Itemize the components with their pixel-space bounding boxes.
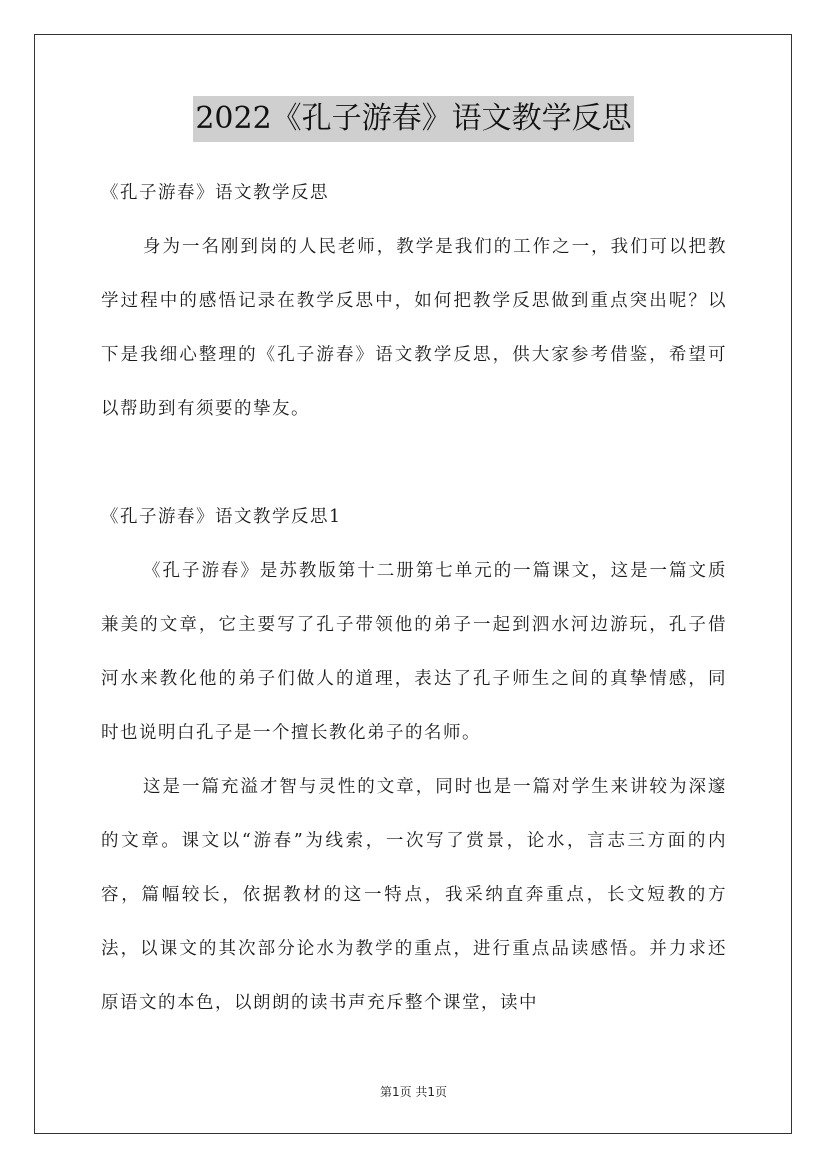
title-container <box>0 96 827 142</box>
section-paragraph-1: 《孔子游春》是苏教版第十二册第七单元的一篇课文，这是一篇文质兼美的文章，它主要写了孔子带领他的弟子一起到泗水河边游玩，孔子借河水来教化他的弟子们做人的道理，表达了孔子师生之间的真挚情感，同时也说明白孔子是一个擅长教化弟子的名师。 <box>101 561 727 743</box>
subtitle: 《孔子游春》语文教学反思 <box>101 183 329 203</box>
page-number-footer: 第1页 共1页 <box>379 1085 448 1099</box>
section-heading: 《孔子游春》语文教学反思1 <box>101 507 342 527</box>
section-paragraph-2: 这是一篇充溢才智与灵性的文章，同时也是一篇对学生来讲较为深邃的文章。课文以“游春”为线索，一次写了赏景，论水，言志三方面的内容，篇幅较长，依据教材的这一特点，我采纳直奔重点，长文短教的方法，以课文的其次部分论水为教学的重点，进行重点品读感悟。并力求还原语文的本色，以朗朗的读书声充斥整个课堂，读中 <box>101 777 727 1013</box>
intro-paragraph: 身为一名刚到岗的人民老师，教学是我们的工作之一，我们可以把教学过程中的感悟记录在教学反思中，如何把教学反思做到重点突出呢？以下是我细心整理的《孔子游春》语文教学反思，供大家参考借鉴，希望可以帮助到有须要的挚友。 <box>101 237 727 419</box>
document-body <box>101 166 727 1030</box>
document-title: 2022《孔子游春》语文教学反思 <box>193 96 633 142</box>
